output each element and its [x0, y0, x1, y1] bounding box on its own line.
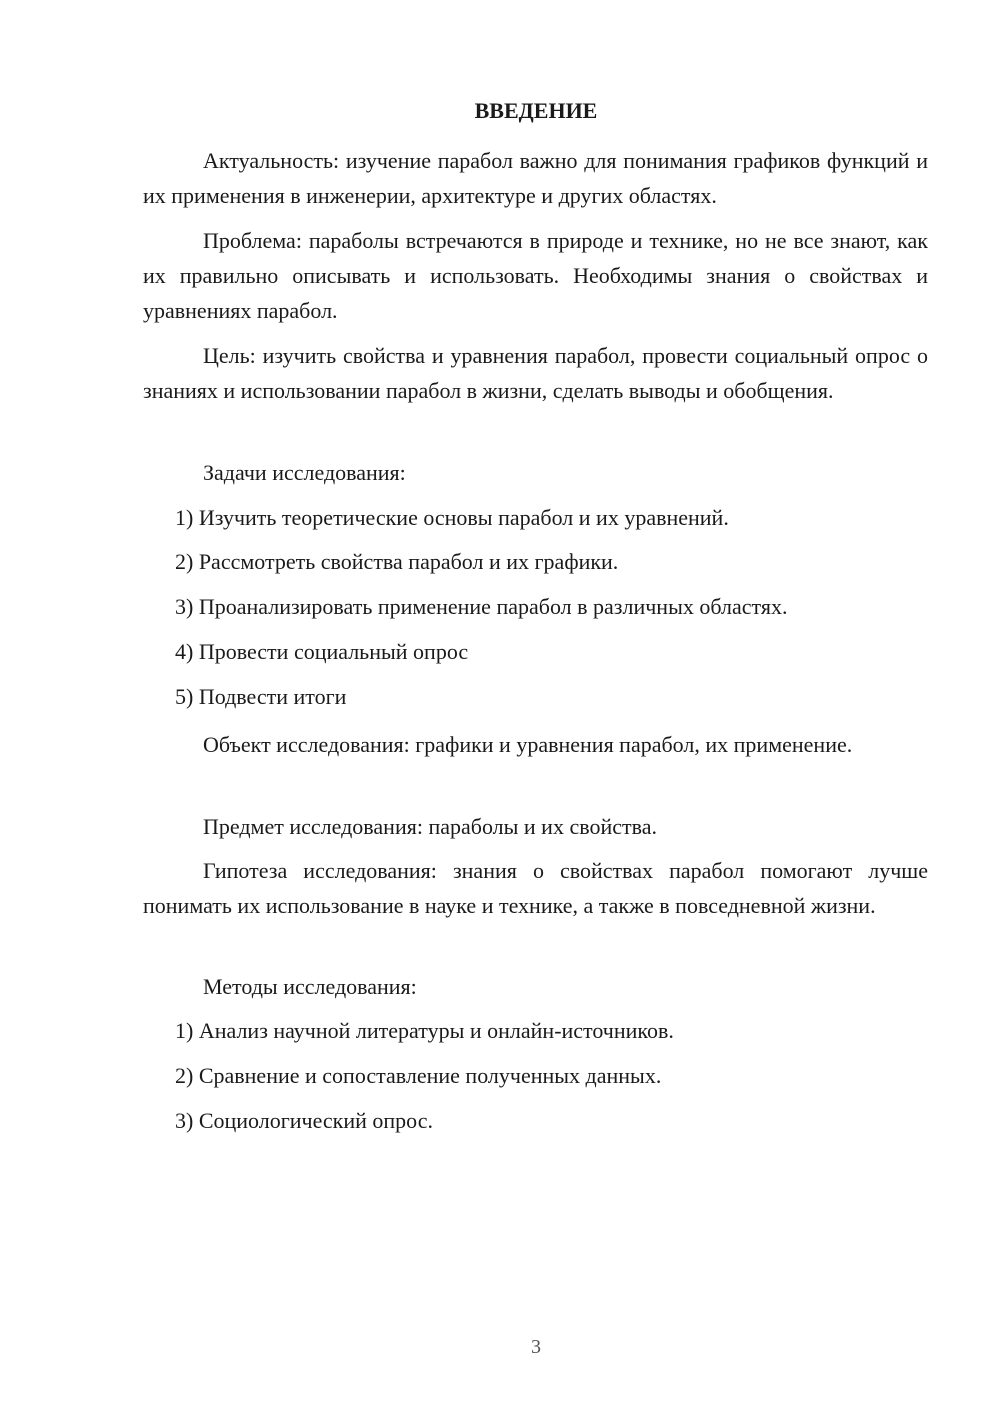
hypothesis-paragraph: Гипотеза исследования: знания о свойствах парабол помогают лучше понимать их использование в науке и технике, а также в повседневной жизни.: [143, 858, 928, 918]
object-paragraph: Объект исследования: графики и уравнения парабол, их применение.: [203, 732, 853, 757]
tasks-heading: Задачи исследования:: [203, 460, 406, 485]
task-item: 5) Подвести итоги: [175, 684, 347, 709]
task-item: 2) Рассмотреть свойства парабол и их графики.: [175, 549, 619, 574]
method-item: 1) Анализ научной литературы и онлайн-источников.: [175, 1018, 674, 1043]
goal-paragraph: Цель: изучить свойства и уравнения парабол, провести социальный опрос о знаниях и использовании парабол в жизни, сделать выводы и обобщения.: [143, 343, 928, 403]
section-title: ВВЕДЕНИЕ: [474, 98, 598, 123]
relevance-paragraph: Актуальность: изучение парабол важно для понимания графиков функций и их применения в инженерии, архитектуре и других областях.: [143, 148, 928, 208]
methods-heading: Методы исследования:: [203, 974, 417, 999]
subject-paragraph: Предмет исследования: параболы и их свойства.: [203, 814, 657, 839]
method-item: 3) Социологический опрос.: [175, 1108, 433, 1133]
problem-paragraph: Проблема: параболы встречаются в природе и технике, но не все знают, как их правильно описывать и использовать. Необходимы знания о свойствах и уравнениях парабол.: [143, 228, 928, 323]
task-item: 3) Проанализировать применение парабол в различных областях.: [175, 594, 788, 619]
method-item: 2) Сравнение и сопоставление полученных данных.: [175, 1063, 662, 1088]
page-number: 3: [531, 1336, 541, 1358]
task-item: 1) Изучить теоретические основы парабол и их уравнений.: [175, 505, 729, 530]
task-item: 4) Провести социальный опрос: [175, 639, 469, 664]
